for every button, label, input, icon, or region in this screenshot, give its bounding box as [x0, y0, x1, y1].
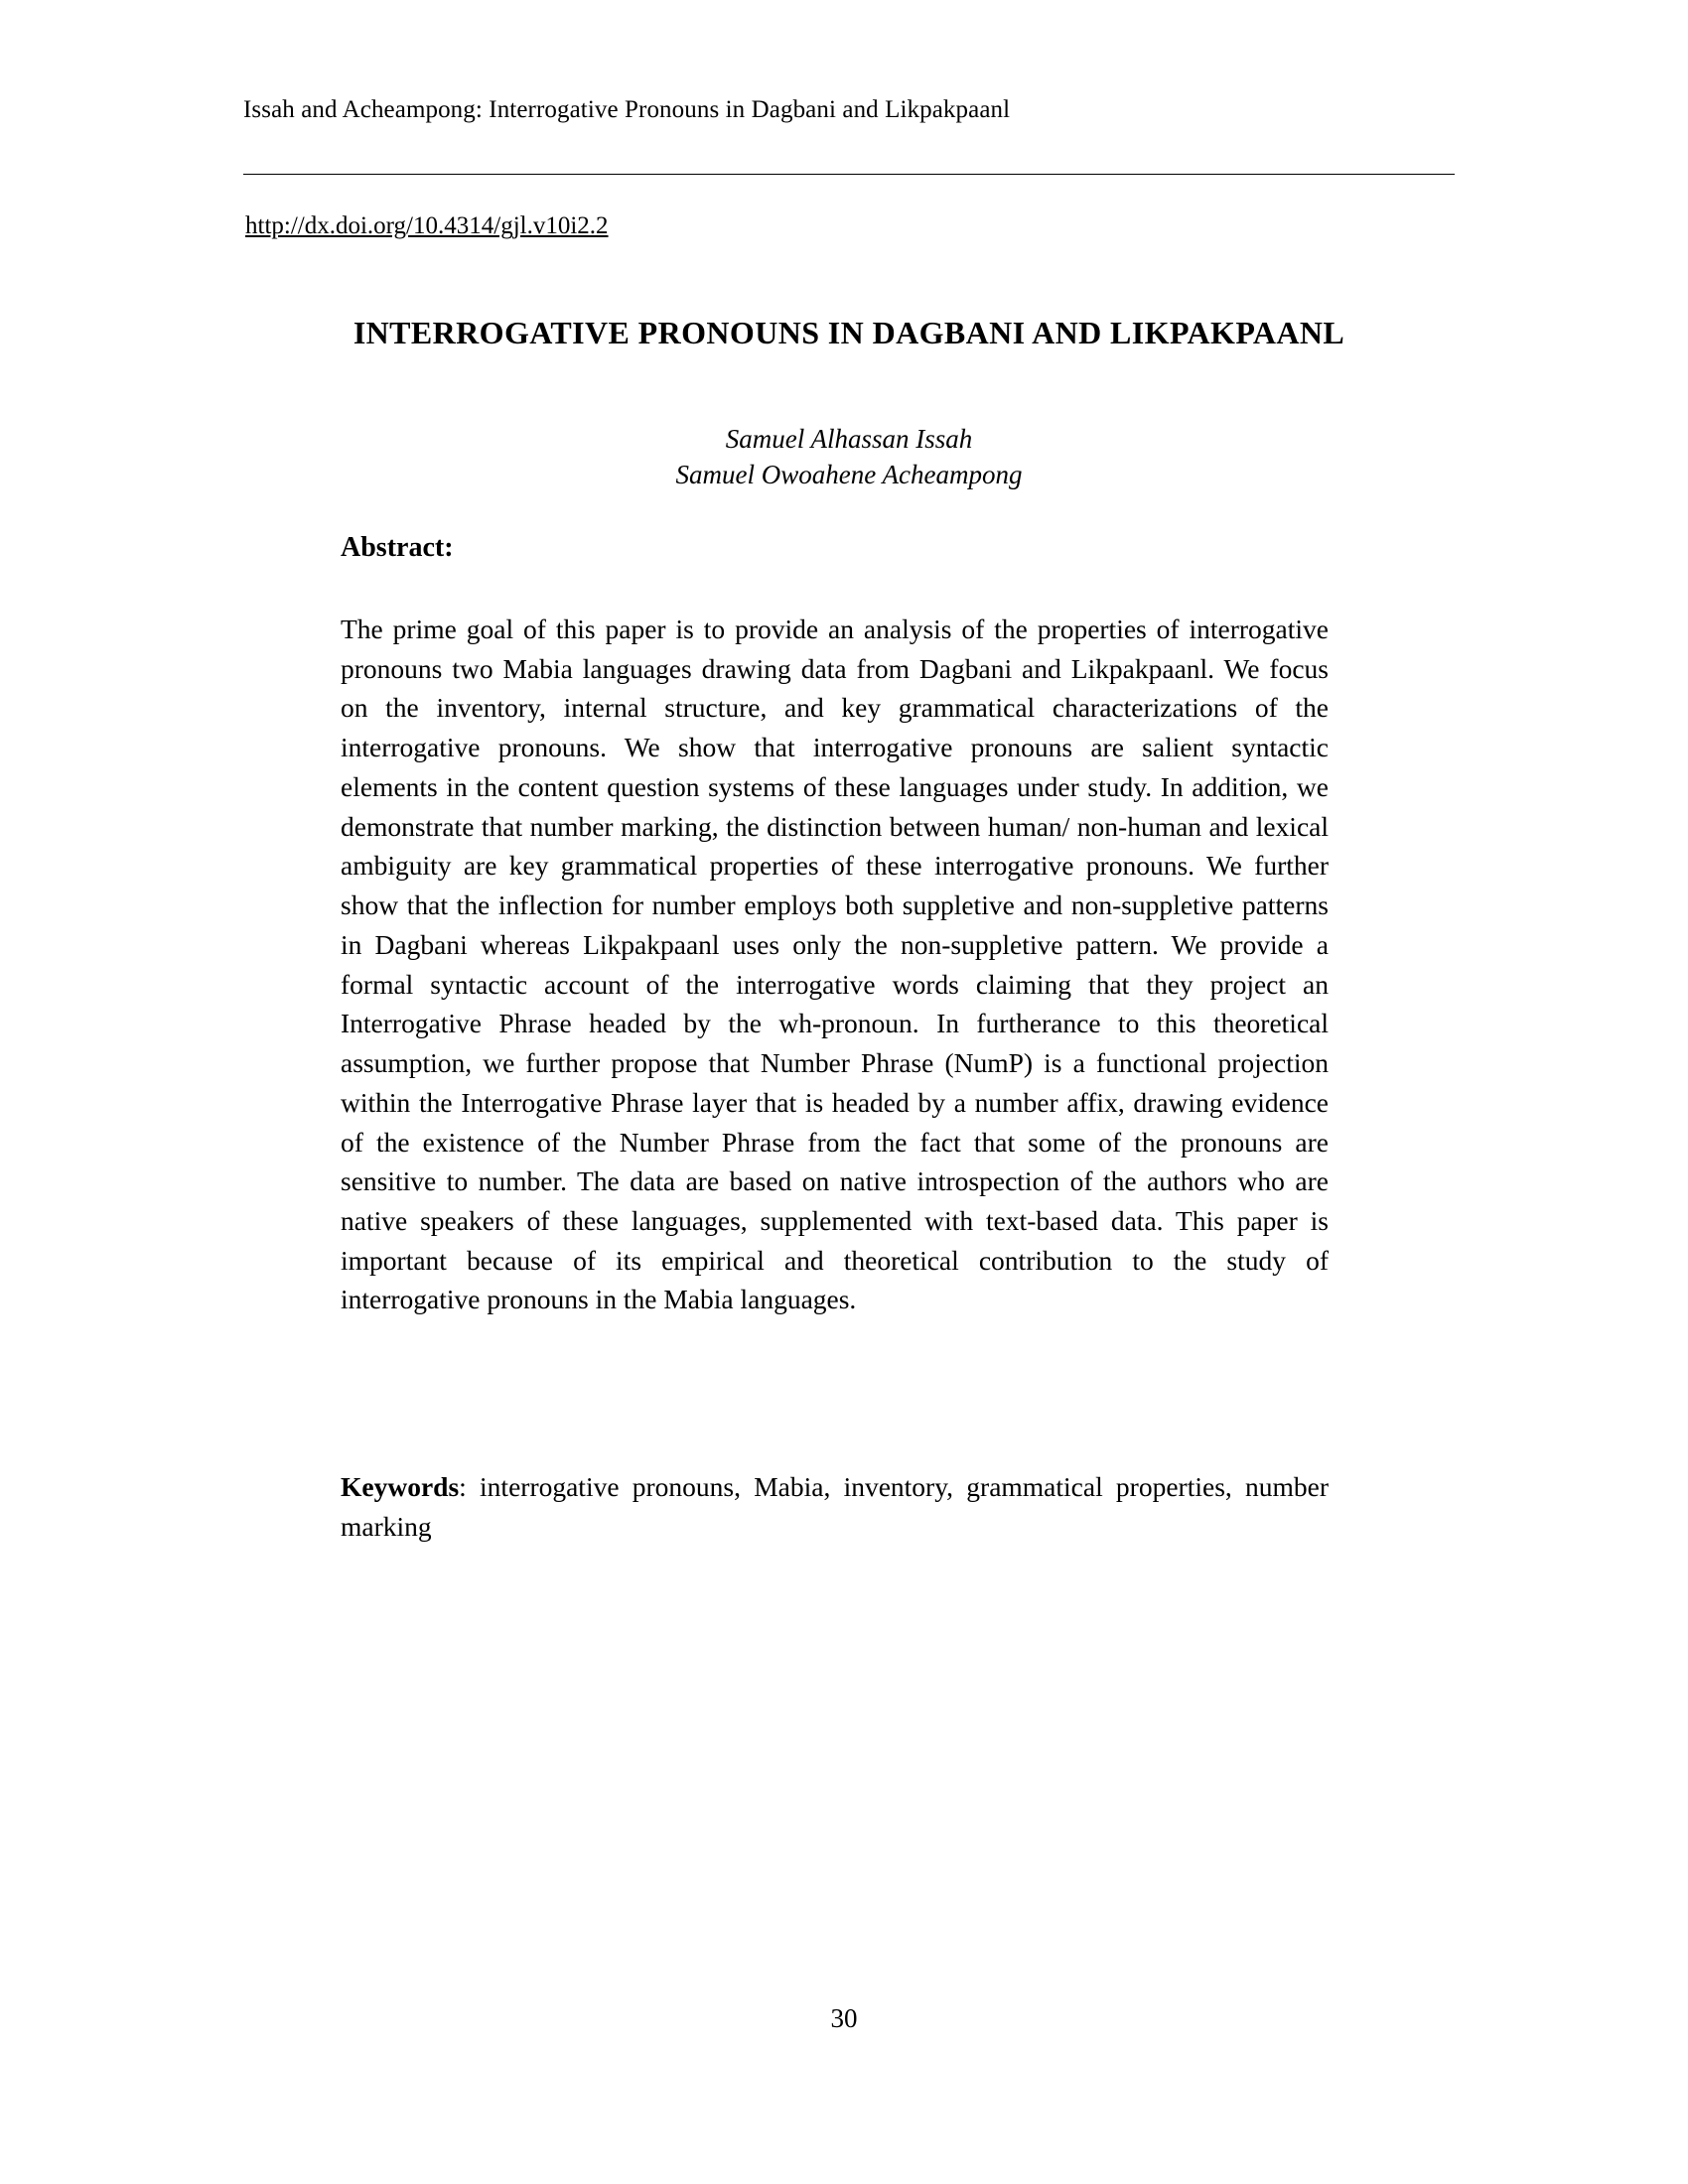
- keywords-separator: :: [459, 1471, 481, 1502]
- doi-line: [245, 211, 609, 241]
- keywords-section: [341, 1467, 1329, 1546]
- keywords-label: Keywords: [341, 1471, 460, 1502]
- abstract-body: The prime goal of this paper is to provide an analysis of the properties of interrogative pronouns two Mabia languages drawing data from Dagbani and Likpakpaanl. We focus on the inventory, internal structure, and key grammatical characterizations of the interrogative pronouns. We show that interrogative pronouns are salient syntactic elements in the content question systems of these languages under study. In addition, we demonstrate that number marking, the distinction between human/ non-human and lexical ambiguity are key grammatical properties of these interrogative pronouns. We further show that the inflection for number employs both suppletive and non-suppletive patterns in Dagbani whereas Likpakpaanl uses only the non-suppletive pattern. We provide a formal syntactic account of the interrogative words claiming that they project an Interrogative Phrase headed by the wh-pronoun. In furtherance to this theoretical assumption, we further propose that Number Phrase (NumP) is a functional projection within the Interrogative Phrase layer that is headed by a number affix, drawing evidence of the existence of the Number Phrase from the fact that some of the pronouns are sensitive to number. The data are based on native introspection of the authors who are native speakers of these languages, supplemented with text-based data. This paper is important because of its empirical and theoretical contribution to the study of interrogative pronouns in the Mabia languages.: [341, 614, 1329, 1315]
- doi-link[interactable]: http://dx.doi.org/10.4314/gjl.v10i2.2: [245, 212, 609, 239]
- author-name-first: Samuel Alhassan Issah: [725, 424, 973, 454]
- author-list: [328, 422, 1370, 492]
- author-name-second: Samuel Owoahene Acheampong: [675, 459, 1023, 489]
- header-divider-rule: [243, 174, 1455, 175]
- keywords-list: interrogative pronouns, Mabia, inventory, grammatical properties, number marking: [341, 1471, 1329, 1542]
- page-title: INTERROGATIVE PRONOUNS IN DAGBANI AND LIKPAKPAANL: [352, 315, 1345, 351]
- page-number: 30: [830, 2003, 858, 2033]
- abstract-heading: Abstract:: [341, 532, 454, 563]
- running-head: Issah and Acheampong: Interrogative Pronouns in Dagbani and Likpakpaanl: [243, 96, 1011, 123]
